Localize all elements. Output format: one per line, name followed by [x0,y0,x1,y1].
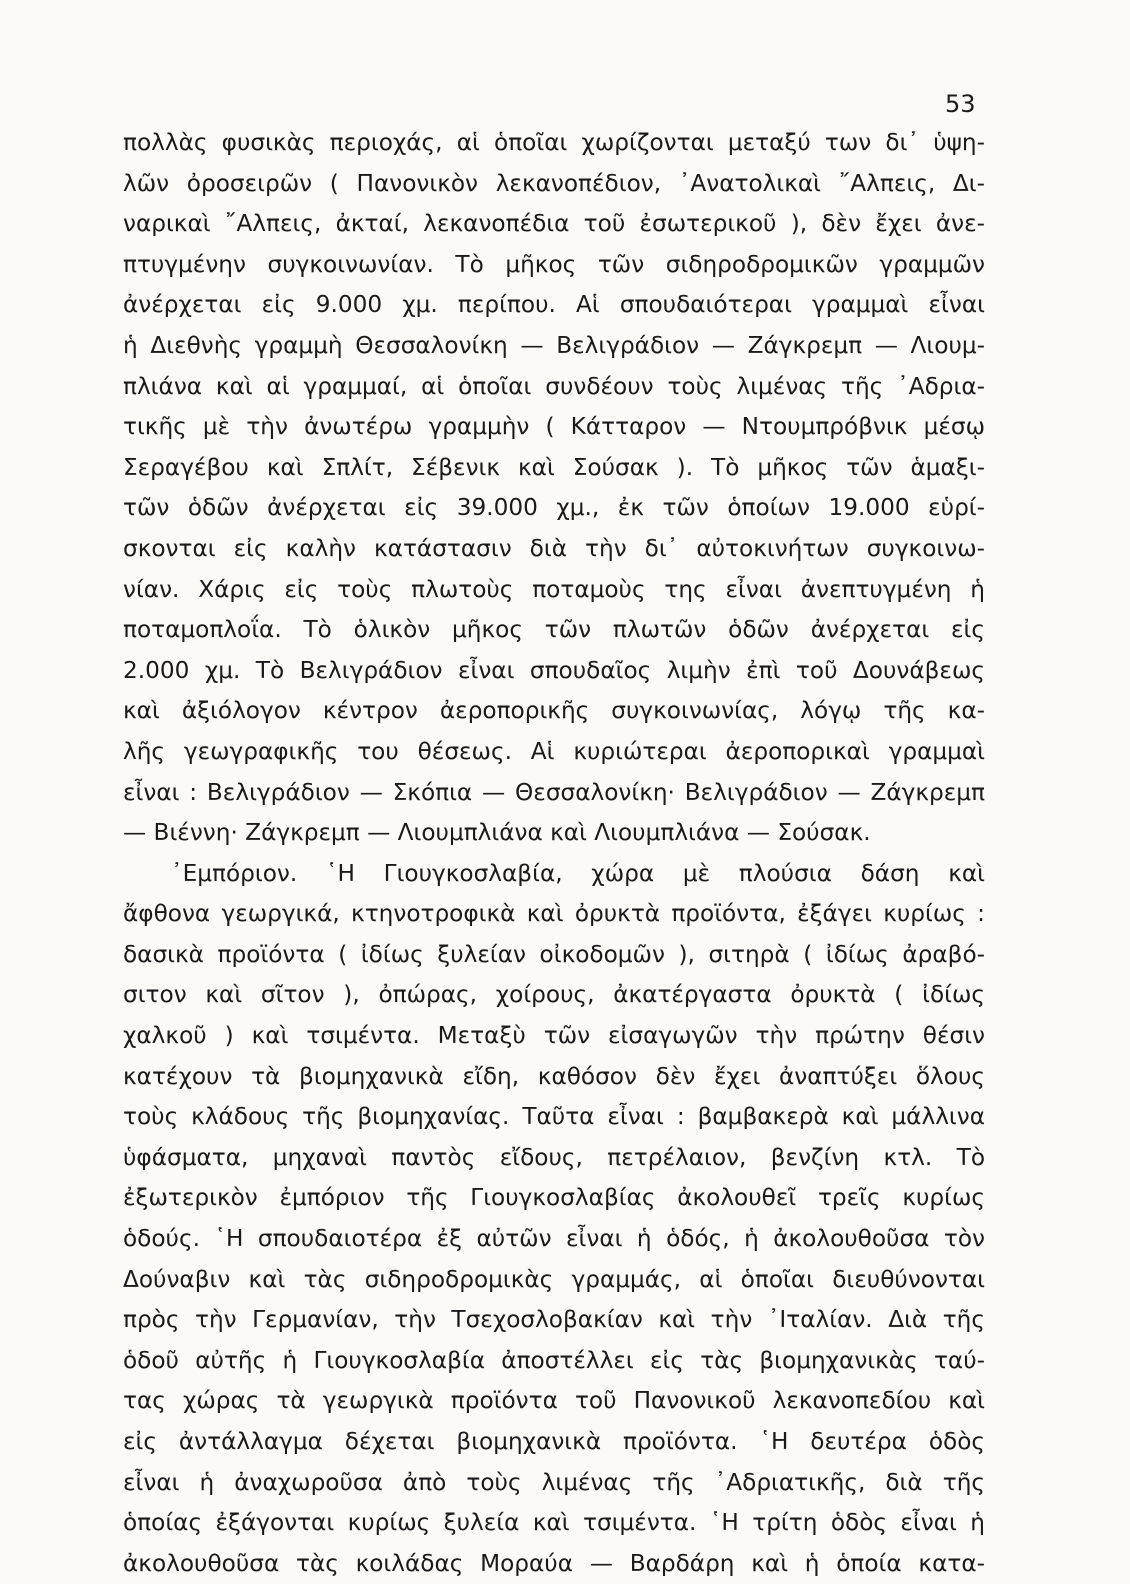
paragraph-start-line: ᾿Εμπόριον. ῾Η Γιουγκοσλαβία, χώρα μὲ πλούσια δάση καὶ [171,859,985,887]
text-line: δασικὰ προϊόντα ( ἰδίως ξυλείαν οἰκοδομῶν ), σιτηρὰ ( ἰδίως ἀραβό- [123,940,985,968]
text-line: τικῆς μὲ τὴν ἀνωτέρω γραμμὴν ( Κάτταρον — Ντουμπρόβνικ μέσῳ [123,413,985,441]
text-line: Δούναβιν καὶ τὰς σιδηροδρομικὰς γραμμάς, αἱ ὁποῖαι διευθύνονται [123,1265,985,1293]
text-line: ὁδούς. ῾Η σπουδαιοτέρα ἐξ αὐτῶν εἶναι ἡ ὁδός, ἡ ἀκολουθοῦσα τὸν [123,1225,985,1253]
text-line: πολλὰς φυσικὰς περιοχάς, αἱ ὁποῖαι χωρίζονται μεταξύ των δι᾽ ὑψη- [123,129,985,156]
text-line: 2.000 χμ. Τὸ Βελιγράδιον εἶναι σπουδαῖος λιμὴν ἐπὶ τοῦ Δουνάβεως [123,656,985,684]
text-line: ναρικαὶ ῎Αλπεις, ἀκταί, λεκανοπέδια τοῦ ἐσωτερικοῦ ), δὲν ἔχει ἀνε- [123,210,985,238]
text-line: πλιάνα καὶ αἱ γραμμαί, αἱ ὁποῖαι συνδέουν τοὺς λιμένας τῆς ᾿Αδρια- [123,372,985,400]
text-line: τας χώρας τὰ γεωργικὰ προϊόντα τοῦ Πανονικοῦ λεκανοπεδίου καὶ [123,1387,985,1415]
text-line: λῶν ὀροσειρῶν ( Πανονικὸν λεκανοπέδιον, ᾿Ανατολικαὶ ῎Αλπεις, Δι- [123,169,985,197]
text-line: ἄφθονα γεωργικά, κτηνοτροφικὰ καὶ ὀρυκτὰ προϊόντα, ἐξάγει κυρίως : [123,900,985,928]
text-line: ἀκολουθοῦσα τὰς κοιλάδας Μοραύα — Βαρδάρη καὶ ἡ ὁποία κατα- [123,1549,985,1577]
text-line: ποταμοπλοΐα. Τὸ ὁλικὸν μῆκος τῶν πλωτῶν ὁδῶν ἀνέρχεται εἰς [123,616,985,644]
page-number: 53 [945,90,976,118]
text-line: ὁποίας ἐξάγονται κυρίως ξυλεία καὶ τσιμέντα. ῾Η τρίτη ὁδὸς εἶναι ἡ [123,1509,985,1537]
text-line: ἡ Διεθνὴς γραμμὴ Θεσσαλονίκη — Βελιγράδιον — Ζάγκρεμπ — Λιουμ- [123,331,985,359]
text-line: πτυγμένην συγκοινωνίαν. Τὸ μῆκος τῶν σιδηροδρομικῶν γραμμῶν [123,250,985,278]
text-line: ἀνέρχεται εἰς 9.000 χμ. περίπου. Αἱ σπουδαιότεραι γραμμαὶ εἶναι [123,291,985,319]
text-line: κατέχουν τὰ βιομηχανικὰ εἴδη, καθόσον δὲν ἔχει ἀναπτύξει ὅλους [123,1062,985,1090]
text-line: νίαν. Χάρις εἰς τοὺς πλωτοὺς ποταμοὺς της εἶναι ἀνεπτυγμένη ἡ [123,575,985,603]
text-line: εἰς ἀντάλλαγμα δέχεται βιομηχανικὰ προϊόντα. ῾Η δευτέρα ὁδὸς [123,1428,985,1455]
text-line: ὑφάσματα, μηχαναὶ παντὸς εἴδους, πετρέλαιον, βενζίνη κτλ. Τὸ [123,1143,985,1171]
text-line: λῆς γεωγραφικῆς του θέσεως. Αἱ κυριώτεραι ἀεροπορικαὶ γραμμαὶ [123,737,985,765]
text-line: εἶναι : Βελιγράδιον — Σκόπια — Θεσσαλονίκη· Βελιγράδιον — Ζάγκρεμπ [123,778,985,806]
text-line: τοὺς κλάδους τῆς βιομηχανίας. Ταῦτα εἶναι : βαμβακερὰ καὶ μάλλινα [123,1103,985,1131]
text-line: σιτον καὶ σῖτον ), ὀπώρας, χοίρους, ἀκατέργαστα ὀρυκτὰ ( ἰδίως [123,981,985,1009]
paragraph-end-line: — Βιέννη· Ζάγκρεμπ — Λιουμπλιάνα καὶ Λιουμπλιάνα — Σούσακ. [123,819,871,847]
body-text [123,123,985,1584]
text-line: τῶν ὁδῶν ἀνέρχεται εἰς 39.000 χμ., ἐκ τῶν ὁποίων 19.000 εὑρί- [123,494,985,522]
text-line: χαλκοῦ ) καὶ τσιμέντα. Μεταξὺ τῶν εἰσαγωγῶν τὴν πρώτην θέσιν [123,1022,985,1050]
text-line: καὶ ἀξιόλογον κέντρον ἀεροπορικῆς συγκοινωνίας, λόγῳ τῆς κα- [123,697,985,725]
text-line: ἐξωτερικὸν ἐμπόριον τῆς Γιουγκοσλαβίας ἀκολουθεῖ τρεῖς κυρίως [123,1184,985,1212]
text-line: εἶναι ἡ ἀναχωροῦσα ἀπὸ τοὺς λιμένας τῆς ᾿Αδριατικῆς, διὰ τῆς [123,1468,985,1496]
text-line: σκονται εἰς καλὴν κατάστασιν διὰ τὴν δι᾽ αὐτοκινήτων συγκοινω- [123,534,985,562]
text-line: πρὸς τὴν Γερμανίαν, τὴν Τσεχοσλοβακίαν καὶ τὴν ᾿Ιταλίαν. Διὰ τῆς [123,1306,985,1334]
text-line: ὁδοῦ αὐτῆς ἡ Γιουγκοσλαβία ἀποστέλλει εἰς τὰς βιομηχανικὰς ταύ- [123,1346,985,1374]
text-line: Σεραγέβου καὶ Σπλίτ, Σέβενικ καὶ Σούσακ ). Τὸ μῆκος τῶν ἁμαξι- [123,453,985,481]
